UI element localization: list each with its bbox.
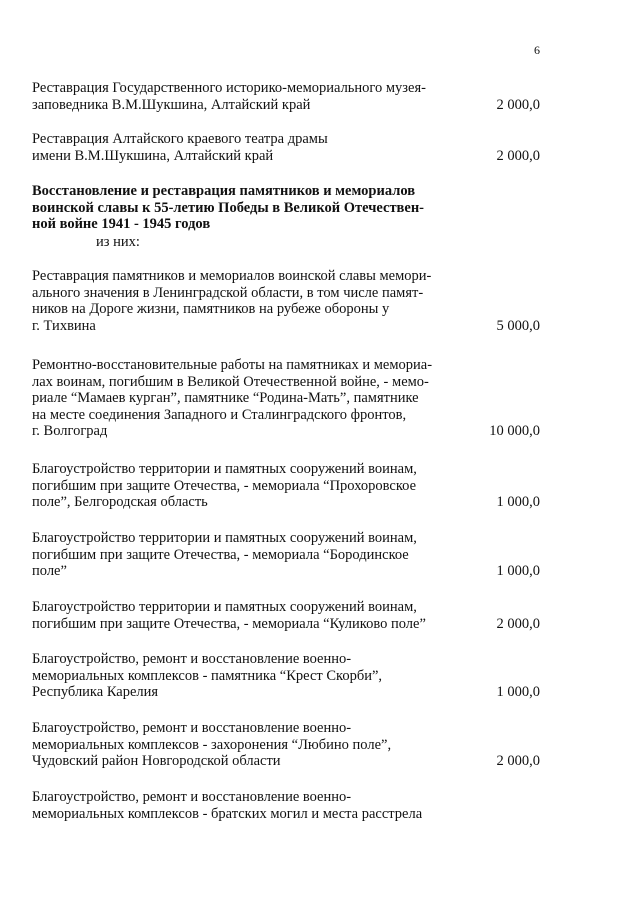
entry-amount: 1 000,0 bbox=[496, 494, 540, 510]
entry-text: Благоустройство территории и памятных сооружений воинам, погибшим при защите Отечества, - мемориала “Куликово поле” bbox=[32, 599, 426, 632]
entry-prokhorovka-field bbox=[32, 461, 540, 511]
entry-amount: 2 000,0 bbox=[496, 753, 540, 769]
entry-text: Благоустройство, ремонт и восстановление военно- мемориальных комплексов - захоронения “Любино поле”, Чудовский район Новгородской области bbox=[32, 720, 392, 769]
entry-amount: 2 000,0 bbox=[496, 96, 540, 113]
entry-altai-theatre bbox=[32, 131, 540, 164]
entry-amount: 1 000,0 bbox=[496, 684, 540, 700]
entry-text: Реставрация Государственного историко-мемориального музея- заповедника В.М.Шукшина, Алтайский край bbox=[32, 80, 426, 113]
entry-amount: 5 000,0 bbox=[496, 317, 540, 334]
section-sub-heading: из них: bbox=[96, 234, 140, 250]
entry-text: Ремонтно-восстановительные работы на памятниках и мемориа- лах воинам, погибшим в Великой Отечественной войне, - мемо- риале “Мамаев курган”, памятнике “Родина-Мать”, памятнике на месте соединения Западного и Сталинградского фронтов, г. Волгоград bbox=[32, 357, 433, 439]
entry-mass-graves bbox=[32, 789, 540, 822]
entry-volgograd-memorials bbox=[32, 357, 540, 440]
entry-krest-skorbi bbox=[32, 651, 540, 701]
entry-text: Благоустройство территории и памятных сооружений воинам, погибшим при защите Отечества, - мемориала “Бородинское поле” bbox=[32, 530, 417, 579]
entry-amount: 2 000,0 bbox=[496, 147, 540, 164]
entry-text: Реставрация Алтайского краевого театра драмы имени В.М.Шукшина, Алтайский край bbox=[32, 131, 328, 164]
entry-amount: 1 000,0 bbox=[496, 563, 540, 579]
entry-amount: 2 000,0 bbox=[496, 615, 540, 632]
entry-lyubino-field bbox=[32, 720, 540, 770]
entry-text: Благоустройство, ремонт и восстановление военно- мемориальных комплексов - братских могил и места расстрела bbox=[32, 789, 423, 822]
entry-text: Благоустройство территории и памятных сооружений воинам, погибшим при защите Отечества, - мемориала “Прохоровское поле”, Белгородская область bbox=[32, 461, 417, 510]
entry-shukshin-museum bbox=[32, 80, 540, 113]
entry-borodino-field bbox=[32, 530, 540, 580]
entry-text: Благоустройство, ремонт и восстановление военно- мемориальных комплексов - памятника “Крест Скорби”, Республика Карелия bbox=[32, 651, 383, 700]
entry-amount: 10 000,0 bbox=[489, 423, 540, 439]
page-number: 6 bbox=[534, 43, 540, 57]
section-heading: Восстановление и реставрация памятников и мемориалов воинской славы к 55-летию Победы в Великой Отечествен- ной войне 1941 - 1945 годов bbox=[32, 183, 425, 232]
entry-text: Реставрация памятников и мемориалов воинской славы мемори- ального значения в Ленинградской области, в том числе памят- ников на Дороге жизни, памятников на рубеже обороны у г. Тихвина bbox=[32, 268, 432, 334]
entry-kulikovo-field bbox=[32, 599, 540, 632]
entry-leningrad-memorials bbox=[32, 268, 540, 334]
